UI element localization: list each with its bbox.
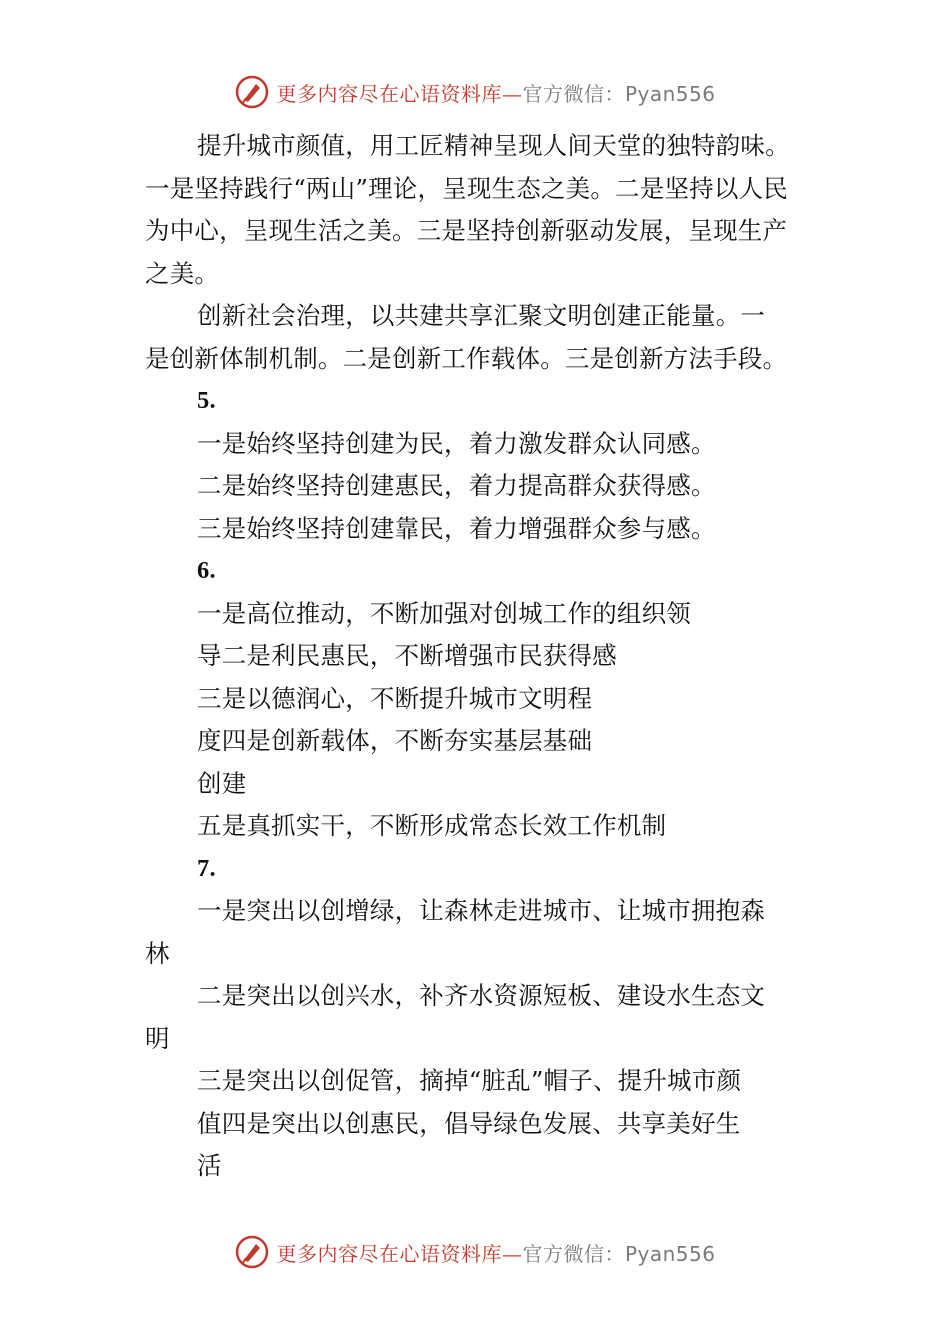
paragraph-line: 之美。	[145, 258, 220, 288]
paragraph-line: 为中心，呈现生活之美。三是坚持创新驱动发展，呈现生产	[145, 216, 788, 245]
paragraph-line: 导二是利民惠民，不断增强市民获得感	[197, 641, 617, 670]
paragraph-line: 五是真抓实干，不断形成常态长效工作机制	[197, 811, 667, 840]
section-number: 6.	[197, 557, 216, 584]
paragraph-line: 二是始终坚持创建惠民，着力提高群众获得感。	[197, 471, 716, 500]
paragraph-line: 值四是突出以创惠民，倡导绿色发展、共享美好生	[197, 1108, 741, 1138]
paragraph-line: 活	[197, 1151, 222, 1180]
section-number: 7.	[197, 854, 216, 882]
footer-watermark	[0, 1230, 950, 1274]
paragraph-line: 二是突出以创兴水，补齐水资源短板、建设水生态文	[197, 981, 766, 1010]
section-number: 5.	[197, 387, 216, 414]
paragraph-line: 创新社会治理，以共建共享汇聚文明创建正能量。一	[197, 301, 766, 330]
pen-nib-logo-icon	[234, 1234, 270, 1270]
paragraph-line: 一是始终坚持创建为民，着力激发群众认同感。	[197, 428, 716, 458]
paragraph-line: 三是始终坚持创建靠民，着力增强群众参与感。	[197, 513, 716, 543]
paragraph-line: 一是突出以创增绿，让森林走进城市、让城市拥抱森	[197, 896, 766, 925]
paragraph-line: 一是高位推动，不断加强对创城工作的组织领	[197, 598, 691, 628]
paragraph-line: 提升城市颜值，用工匠精神呈现人间天堂的独特韵味。	[197, 131, 790, 160]
paragraph-line: 三是以德润心，不断提升城市文明程	[197, 683, 593, 713]
paragraph-line: 一是坚持践行“两山”理论，呈现生态之美。二是坚持以人民	[145, 173, 788, 203]
paragraph-line: 创建	[197, 768, 247, 798]
document-body	[145, 125, 835, 1188]
paragraph-line: 三是突出以创促管，摘掉“脏乱”帽子、提升城市颜	[197, 1066, 742, 1095]
paragraph-line: 度四是创新载体，不断夯实基层基础	[197, 726, 593, 755]
paragraph-line: 林	[145, 938, 170, 968]
watermark-text: 更多内容尽在心语资料库—官方微信：Pyan556	[276, 1241, 716, 1266]
watermark-text: 更多内容尽在心语资料库—官方微信：Pyan556	[276, 81, 716, 106]
paragraph-line: 是创新体制机制。二是创新工作载体。三是创新方法手段。	[145, 343, 788, 373]
header-watermark	[0, 70, 950, 114]
paragraph-line: 明	[145, 1023, 170, 1053]
pen-nib-logo-icon	[234, 74, 270, 110]
